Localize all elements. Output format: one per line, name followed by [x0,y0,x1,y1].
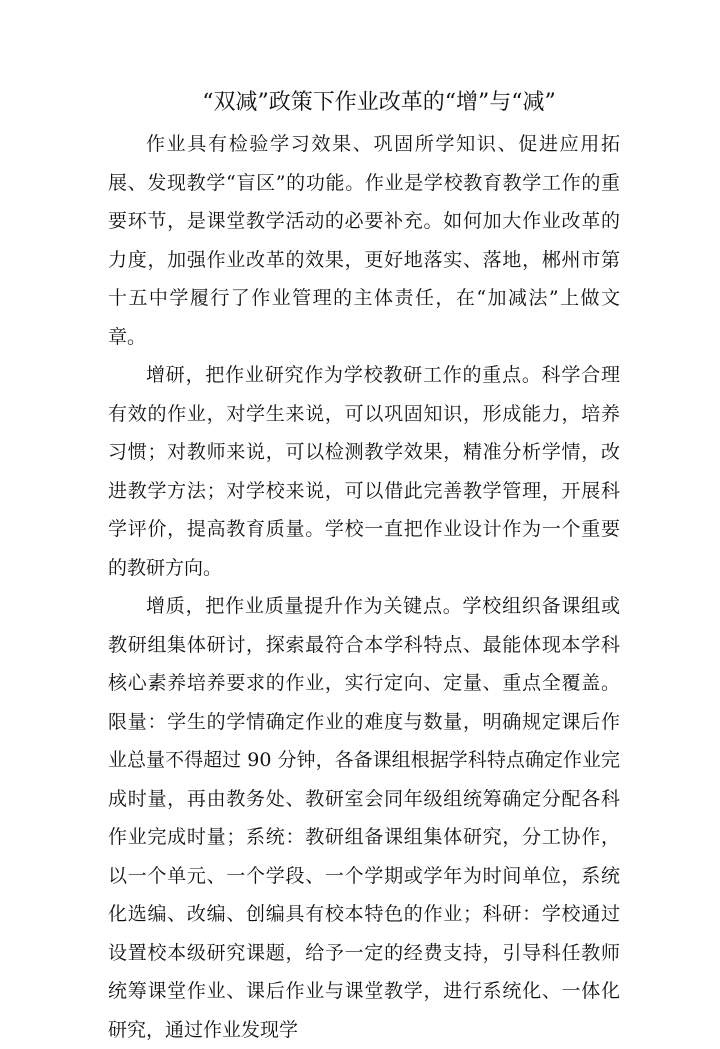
paragraph-quality: 增质，把作业质量提升作为关键点。学校组织备课组或教研组集体研讨，探索最符合本学科特点、最能体现本学科核心素养培养要求的作业，实行定向、定量、重点全覆盖。限量：学生的学情确定作业的难度与数量，明确规定课后作业总量不得超过 90 分钟，各备课组根据学科特点确定作业完成时量，再由教务处、教研室会同年级组统筹确定分配各科作业完成时量；系统：教研组备课组集体研究，分工协作，以一个单元、一个学段、一个学期或学年为时间单位，系统化选编、改编、创编具有校本特色的作业；科研：学校通过设置校本级研究课题，给予一定的经费支持，引导科任教师统筹课堂作业、课后作业与课堂教学，进行系统化、一体化研究，通过作业发现学 [108,595,620,1041]
paragraph-intro: 作业具有检验学习效果、巩固所学知识、促进应用拓展、发现教学“盲区”的功能。作业是学校教育教学工作的重要环节，是课堂教学活动的必要补充。如何加大作业改革的力度，加强作业改革的效果，更好地落实、落地，郴州市第十五中学履行了作业管理的主体责任，在“加减法”上做文章。 [108,133,620,348]
paragraph-research: 增研，把作业研究作为学校教研工作的重点。科学合理有效的作业，对学生来说，可以巩固知识，形成能力，培养习惯；对教师来说，可以检测教学效果，精准分析学情，改进教学方法；对学校来说，可以借此完善教学管理，开展科学评价，提高教育质量。学校一直把作业设计作为一个重要的教研方向。 [108,364,620,579]
document-title: “双减”政策下作业改革的“增”与“减” [202,90,556,115]
document-body [108,125,620,1049]
